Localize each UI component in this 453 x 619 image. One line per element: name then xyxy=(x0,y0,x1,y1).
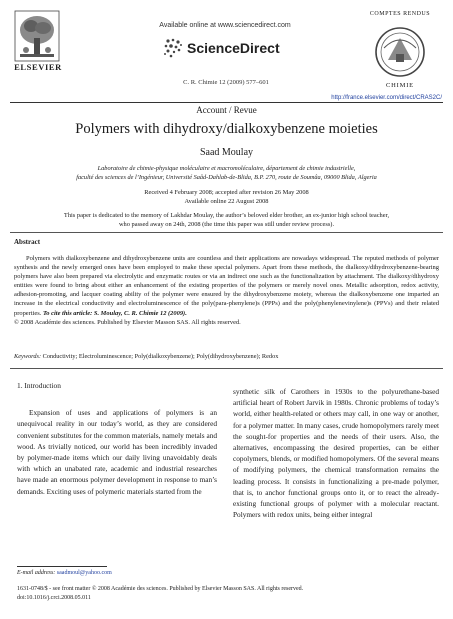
paragraph: Expansion of uses and applications of polymers is an unequivocal reality in our today’s world, as they are considered convenient substitutes for the common materials, namely metals and wood. As trivially noticed, our world has been incredibly invaded by polymer-made items which our daily living unavoidably deals with which an unabated rate, academic and industrial researches have made an enormous polymer development in response to man’s demands. Exciting uses of polymeric materials started from the xyxy=(17,408,218,496)
doi-line[interactable]: doi:10.1016/j.crci.2008.05.011 xyxy=(17,594,91,601)
academie-seal-icon xyxy=(358,10,442,88)
affiliation xyxy=(40,164,413,182)
footnote-email xyxy=(17,570,112,576)
email-label: E-mail address: xyxy=(17,570,56,576)
header-rule xyxy=(10,102,443,103)
keywords-label: Keywords: xyxy=(14,353,42,360)
email-link[interactable]: saadmoul@yahoo.com xyxy=(56,570,112,576)
dedication xyxy=(40,211,413,229)
body-column-left xyxy=(17,380,217,497)
journal-citation: C. R. Chimie 12 (2009) 577–601 xyxy=(183,79,269,86)
section-type: Account / Revue xyxy=(196,105,257,115)
online-date: Available online 22 August 2008 xyxy=(184,198,269,205)
affiliation-line: Laboratoire de chimie-physique moléculaire et macromoléculaire, département de chimie industrielle, xyxy=(97,165,356,172)
article-dates xyxy=(40,188,413,206)
front-matter-info xyxy=(17,585,442,602)
issn-line: 1631-0748/$ - see front matter © 2008 Académie des sciences. Published by Elsevier Masson SAS. All rights reserved. xyxy=(17,586,304,592)
affiliation-line: faculté des sciences de l’Ingénieur, Université Saâd-Dahlab-de-Blida, B.P. 270, route de Soumâa, 09000 Blida, Algeria xyxy=(76,174,377,181)
abstract-body xyxy=(14,254,439,327)
article-title: Polymers with dihydroxy/dialkoxybenzene moieties xyxy=(75,121,378,137)
abstract-text: Polymers with dialkoxybenzene and dihydroxybenzene units are countless and their applications are nowadays widespread. The reputed methods of polymer synthesis and the newly emerged ones have been employed to make these special polymers. Apart from these methods, the dialkoxy/dihydroxybenzene-bearing polymers have also been prepared via electrolytic and enzymatic routes or via an indirect one such as the functionalization by attachment. The dialkoxy/dihydroxy entities were found to bring about either an enhancement of the existing properties of the polymers or merely novel ones. Metallic adsorption, redox activity, adhesion-promoting, and lacquer coating ability of the polymer were ensured by the dihydroxybenzene moiety, whereas the dialkoxybenzene one imparted an increase in the electrical conductivity and electroluminescence of the poly(para-phenylene)s (PPPs) and the poly(phenylenevinylene)s (PPVs) and their related properties. xyxy=(14,255,439,317)
dedication-line: This paper is dedicated to the memory of Lakhdar Moulay, the author’s beloved elder brother, an ex-junior high school teacher, xyxy=(63,212,390,219)
copyright-line: © 2008 Académie des sciences. Published by Elsevier Masson SAS. All rights reserved. xyxy=(14,318,241,326)
cite-line: To cite this article: S. Moulay, C. R. Chimie 12 (2009). xyxy=(42,309,187,317)
abstract-top-rule xyxy=(10,232,443,233)
journal-logo-bottom: CHIMIE xyxy=(386,82,414,89)
sciencedirect-logo[interactable] xyxy=(162,35,290,61)
publisher-logo-text: ELSEVIER xyxy=(14,62,62,72)
journal-logo-top: COMPTES RENDUS xyxy=(369,11,431,17)
author-name: Saad Moulay xyxy=(199,147,254,158)
dedication-line: who passed away on 24th, 2008 (the time this paper was still under review process). xyxy=(118,221,335,228)
sciencedirect-dots-icon xyxy=(164,39,182,58)
received-date: Received 4 February 2008; accepted after revision 26 May 2008 xyxy=(144,189,309,196)
elsevier-tree-icon xyxy=(14,10,60,62)
availability-line[interactable]: Available online at www.sciencedirect.com xyxy=(159,22,291,29)
footnote-rule xyxy=(17,566,107,567)
body-column-right xyxy=(233,386,439,520)
sciencedirect-wordmark: ScienceDirect xyxy=(187,40,280,56)
keywords-list: Conductivity; Electroluminescence; Poly(dialkoxybenzene); Poly(dihydroxybenzene); Redox xyxy=(42,353,279,360)
abstract-bottom-rule xyxy=(10,368,443,369)
abstract-heading: Abstract xyxy=(14,238,41,246)
section-heading: 1. Introduction xyxy=(17,381,61,390)
keywords xyxy=(14,353,439,360)
journal-url-link[interactable]: http://france.elsevier.com/direct/CRAS2C/ xyxy=(331,95,442,101)
paragraph: synthetic silk of Carothers in 1930s to the polyurethane-based artificial heart of Robert Jarvik in 1980s. Chronic problems of today’s world, either health-related or others may call, in one way or another, for a polymer matter. In many cases, crude homopolymers rarely meet the sought-for properties and the needs of their users. Also, the alternatives, encompassing the desired properties, can be either copolymers, blends, or modified homopolymers. Of the several means of modifying polymers, the chemical transformation remains the leading process. It consists in functionalizing a pre-made polymer, that is, to anchor functional groups onto it, or to react the already-existing functional groups of polymer with a molecular reactant. Polymers with redox units, being either integral xyxy=(233,387,439,520)
